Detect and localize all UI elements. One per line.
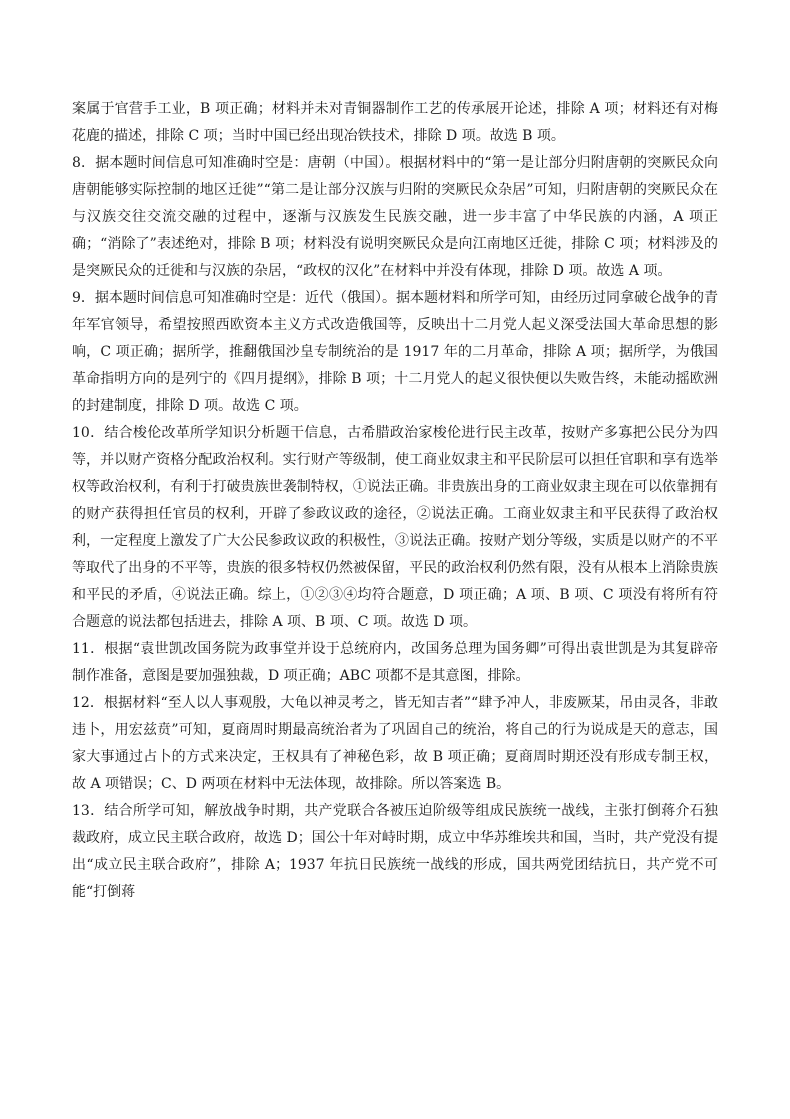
answer-paragraph-13: 13．结合所学可知，解放战争时期，共产党联合各被压迫阶级等组成民族统一战线，主张打倒蒋介石独裁政府，成立民主联合政府，故选 D；国公十年对峙时期，成立中华苏维埃共和国，当时，共产党没有提出“成立民主联合政府”，排除 A；1937 年抗日民族统一战线的形成，国共两党团结抗日，共产党不可能“打倒蒋 [72,803,718,900]
answer-paragraph-9: 9．据本题时间信息可知准确时空是：近代（俄国）。据本题材料和所学可知，由经历过同拿破仑战争的青年军官领导，希望按照西欧资本主义方式改造俄国等，反映出十二月党人起义深受法国大革命思想的影响，C 项正确；据所学，推翻俄国沙皇专制统治的是 1917 年的二月革命，排除 A 项；据所学，为俄国革命指明方向的是列宁的《四月提纲》，排除 B 项；十二月党人的起义很快便以失败告终，未能动摇欧洲的封建制度，排除 D 项。故选 C 项。 [72,290,718,414]
answer-paragraph-12: 12．根据材料“至人以人事观殷，大龟以神灵考之，皆无知吉者”“肆予冲人，非废厥某，吊由灵各，非敢违卜，用宏兹贲”可知，夏商周时期最高统治者为了巩固自己的统治，将自己的行为说成是天的意志，国家大事通过占卜的方式来决定，王权具有了神秘色彩，故 B 项正确；夏商周时期还没有形成专制王权，故 A 项错误；C、D 两项在材料中无法体现，故排除。所以答案选 B。 [72,695,718,792]
answer-paragraph-11: 11．根据“袁世凯改国务院为政事堂并设于总统府内，改国务总理为国务卿”可得出袁世凯是为其复辟帝制作准备，意图是要加强独裁，D 项正确；ABC 项都不是其意图，排除。 [72,641,718,684]
answer-paragraph-8: 8．据本题时间信息可知准确时空是：唐朝（中国）。根据材料中的“第一是让部分归附唐朝的突厥民众向唐朝能够实际控制的地区迁徙”“第二是让部分汉族与归附的突厥民众杂居”可知，归附唐朝的突厥民众在与汉族交往交流交融的过程中，逐渐与汉族发生民族交融，进一步丰富了中华民族的内涵，A 项正确；“消除了”表述绝对，排除 B 项；材料没有说明突厥民众是向江南地区迁徙，排除 C 项；材料涉及的是突厥民众的迁徙和与汉族的杂居，“政权的汉化”在材料中并没有体现，排除 D 项。故选 A 项。 [72,155,718,279]
answer-paragraph-7-continued: 案属于官营手工业，B 项正确；材料并未对青铜器制作工艺的传承展开论述，排除 A 项；材料还有对梅花鹿的描述，排除 C 项；当时中国已经出现冶铁技术，排除 D 项。故选 B 项。 [72,101,718,144]
document-page [72,96,718,1106]
answer-paragraph-10: 10．结合梭伦改革所学知识分析题干信息，古希腊政治家梭伦进行民主改革，按财产多寡把公民分为四等，并以财产资格分配政治权利。实行财产等级制，使工商业奴隶主和平民阶层可以担任官职和享有选举权等政治权利，有利于打破贵族世袭制特权，①说法正确。非贵族出身的工商业奴隶主现在可以依靠拥有的财产获得担任官员的权利，开辟了参政议政的途径，②说法正确。工商业奴隶主和平民获得了政治权利，一定程度上激发了广大公民参政议政的积极性，③说法正确。按财产划分等级，实质是以财产的不平等取代了出身的不平等，贵族的很多特权仍然被保留，平民的政治权利仍然有限，没有从根本上消除贵族和平民的矛盾，④说法正确。综上，①②③④均符合题意，D 项正确；A 项、B 项、C 项没有将所有符合题意的说法都包括进去，排除 A 项、B 项、C 项。故选 D 项。 [72,425,718,630]
